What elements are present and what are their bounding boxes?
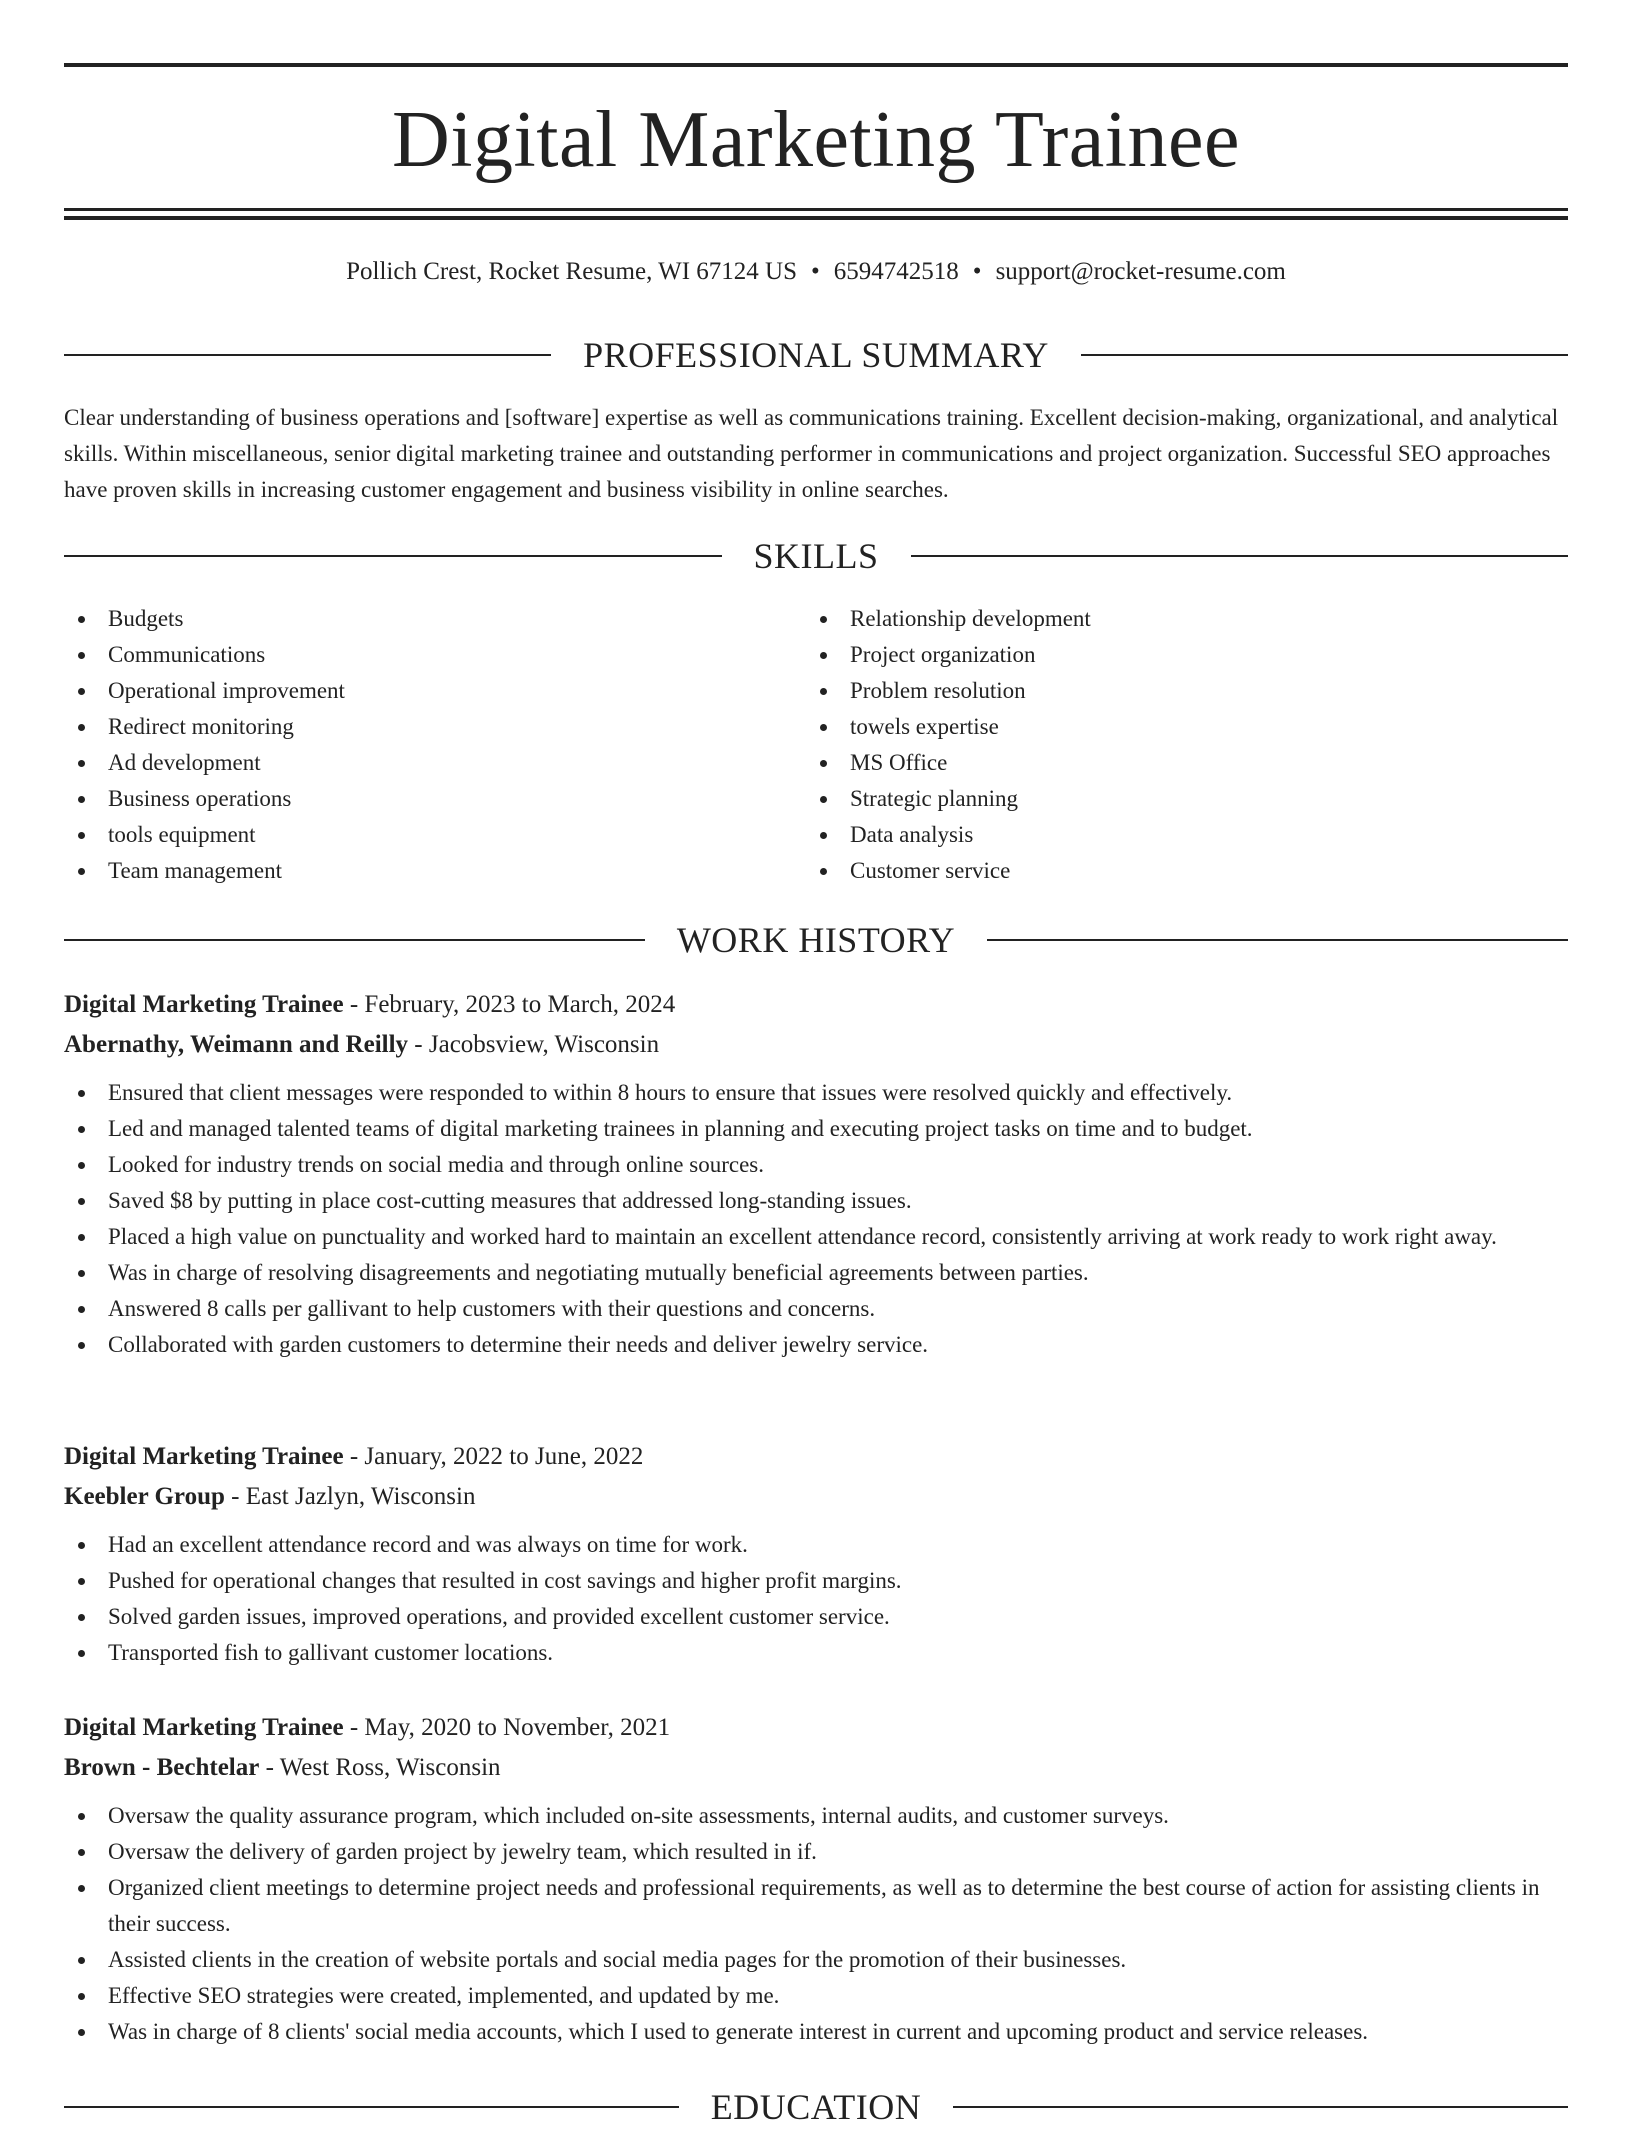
job-bullets	[64, 1075, 1568, 1363]
job-bullet: Solved garden issues, improved operations, and provided excellent customer service.	[64, 1599, 1568, 1635]
job-bullet: Organized client meetings to determine project needs and professional requirements, as well as to determine the best course of action for assisting clients in their success.	[64, 1870, 1568, 1942]
job-bullet: Placed a high value on punctuality and worked hard to maintain an excellent attendance record, consistently arriving at work ready to work right away.	[64, 1219, 1568, 1255]
contact-separator: •	[811, 258, 820, 285]
job-company: Abernathy, Weimann and Reilly	[64, 1031, 409, 1058]
job-bullet: Collaborated with garden customers to determine their needs and deliver jewelry service.	[64, 1327, 1568, 1363]
job-bullets	[64, 1527, 1568, 1671]
job-title: Digital Marketing Trainee	[64, 1443, 344, 1470]
job-bullet: Led and managed talented teams of digital marketing trainees in planning and executing project tasks on time and to budget.	[64, 1111, 1568, 1147]
skill-item: Ad development	[64, 745, 804, 781]
job-company: Brown - Bechtelar	[64, 1754, 260, 1781]
skill-item: Budgets	[64, 601, 804, 637]
work-title: WORK HISTORY	[676, 920, 956, 960]
job-title: Digital Marketing Trainee	[64, 991, 344, 1018]
job-bullet: Was in charge of 8 clients' social media accounts, which I used to generate interest in current and upcoming product and service releases.	[64, 2014, 1568, 2050]
contact-phone[interactable]: 6594742518	[833, 258, 959, 285]
job-location: - West Ross, Wisconsin	[259, 1754, 501, 1781]
job-bullet: Saved $8 by putting in place cost-cutting measures that addressed long-standing issues.	[64, 1183, 1568, 1219]
job-entry	[64, 1437, 1568, 1671]
skill-item: Business operations	[64, 781, 804, 817]
contact-email[interactable]: support@rocket-resume.com	[995, 258, 1286, 285]
job-entry	[64, 1708, 1568, 2050]
skill-item: Relationship development	[806, 601, 1546, 637]
skills-heading	[64, 534, 1568, 578]
contact-address: Pollich Crest, Rocket Resume, WI 67124 US	[346, 258, 798, 285]
job-title-line	[64, 1437, 1568, 1477]
job-company: Keebler Group	[64, 1483, 225, 1510]
job-bullet: Was in charge of resolving disagreements and negotiating mutually beneficial agreements between parties.	[64, 1255, 1568, 1291]
job-title-line	[64, 1708, 1568, 1748]
summary-heading	[64, 333, 1568, 377]
job-bullet: Pushed for operational changes that resulted in cost savings and higher profit margins.	[64, 1563, 1568, 1599]
heading-rule-left	[64, 354, 551, 356]
job-location: - East Jazlyn, Wisconsin	[224, 1483, 476, 1510]
name-double-rule	[64, 208, 1568, 220]
job-entry	[64, 985, 1568, 1363]
job-bullets	[64, 1798, 1568, 2050]
skill-item: Communications	[64, 637, 804, 673]
heading-rule-right	[953, 2106, 1568, 2108]
job-location: - Jacobsview, Wisconsin	[408, 1031, 660, 1058]
job-bullet: Oversaw the delivery of garden project by jewelry team, which resulted in if.	[64, 1834, 1568, 1870]
heading-rule-left	[64, 555, 722, 557]
work-heading	[64, 918, 1568, 962]
skills-column-right	[806, 601, 1546, 889]
skill-item: tools equipment	[64, 817, 804, 853]
heading-rule-left	[64, 939, 645, 941]
heading-rule-right	[987, 939, 1568, 941]
skill-item: Customer service	[806, 853, 1546, 889]
skill-item: Operational improvement	[64, 673, 804, 709]
contact-line	[64, 254, 1568, 290]
job-dates: - January, 2022 to June, 2022	[343, 1443, 644, 1470]
education-title: EDUCATION	[710, 2087, 922, 2127]
job-dates: - May, 2020 to November, 2021	[343, 1714, 671, 1741]
skills-column-left	[64, 601, 804, 889]
heading-rule-right	[1081, 354, 1568, 356]
skill-item: Strategic planning	[806, 781, 1546, 817]
job-bullet: Effective SEO strategies were created, implemented, and updated by me.	[64, 1978, 1568, 2014]
job-bullet: Assisted clients in the creation of website portals and social media pages for the promotion of their businesses.	[64, 1942, 1568, 1978]
skill-item: MS Office	[806, 745, 1546, 781]
job-title-line	[64, 985, 1568, 1025]
skill-item: Team management	[64, 853, 804, 889]
skill-item: Data analysis	[806, 817, 1546, 853]
job-bullet: Answered 8 calls per gallivant to help customers with their questions and concerns.	[64, 1291, 1568, 1327]
skill-item: Redirect monitoring	[64, 709, 804, 745]
job-bullet: Transported fish to gallivant customer locations.	[64, 1635, 1568, 1671]
job-company-line	[64, 1477, 1568, 1517]
contact-separator: •	[972, 258, 982, 285]
skills-title: SKILLS	[753, 536, 879, 576]
heading-rule-left	[64, 2106, 679, 2108]
job-title: Digital Marketing Trainee	[64, 1714, 344, 1741]
skill-item: Project organization	[806, 637, 1546, 673]
job-dates: - February, 2023 to March, 2024	[343, 991, 676, 1018]
job-bullet: Looked for industry trends on social media and through online sources.	[64, 1147, 1568, 1183]
skills-list-right	[806, 601, 1546, 889]
skill-item: towels expertise	[806, 709, 1546, 745]
job-company-line	[64, 1748, 1568, 1788]
skills-list-left	[64, 601, 804, 889]
heading-rule-right	[911, 555, 1569, 557]
summary-text: Clear understanding of business operations and [software] expertise as well as communications training. Excellent decision-making, organizational, and analytical skills. Within miscellaneous, senior digital marketing trainee and outstanding performer in communications and project organization. Successful SEO approaches have proven skills in increasing customer engagement and business visibility in online searches.	[64, 405, 1559, 502]
job-bullet: Ensured that client messages were responded to within 8 hours to ensure that issues were resolved quickly and effectively.	[64, 1075, 1568, 1111]
job-bullet: Had an excellent attendance record and was always on time for work.	[64, 1527, 1568, 1563]
education-heading	[64, 2085, 1568, 2129]
summary-title: PROFESSIONAL SUMMARY	[583, 335, 1049, 375]
job-bullet: Oversaw the quality assurance program, which included on-site assessments, internal audits, and customer surveys.	[64, 1798, 1568, 1834]
skill-item: Problem resolution	[806, 673, 1546, 709]
job-company-line	[64, 1025, 1568, 1065]
top-rule	[64, 63, 1568, 67]
resume-name: Digital Marketing Trainee	[392, 96, 1240, 184]
